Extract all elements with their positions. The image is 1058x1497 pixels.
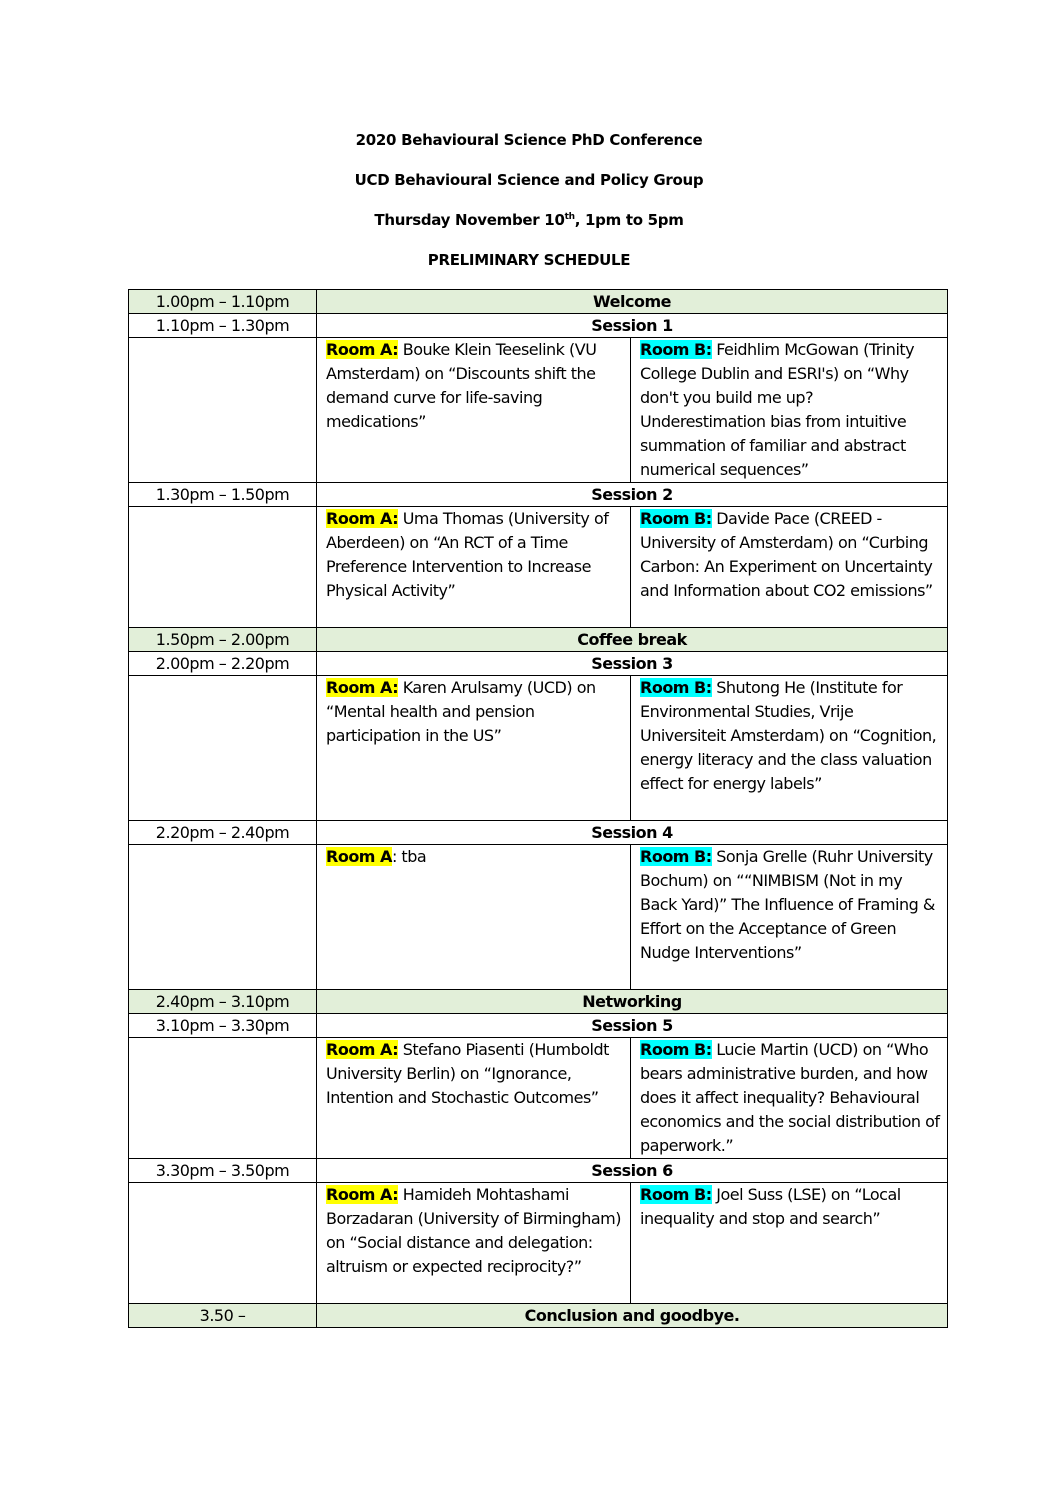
session-2-row <box>129 483 948 507</box>
closing-row <box>129 1304 948 1328</box>
room-a-talk <box>317 1183 631 1304</box>
talk-description: Feidhlim McGowan (Trinity College Dublin and ESRI's) on “Why don't you build me up? Underestimation bias from intuitive summation of familiar and abstract numerical sequences” <box>640 340 915 479</box>
welcome-row <box>129 290 948 314</box>
room-a-tag: Room A: <box>326 1185 399 1204</box>
room-b-talk <box>631 1038 948 1159</box>
session-label: Session 1 <box>317 314 948 338</box>
talk-description: Stefano Piasenti (Humboldt University Berlin) on “Ignorance, Intention and Stochastic Outcomes” <box>326 1040 609 1107</box>
room-a-talk <box>317 1038 631 1159</box>
session-5-row <box>129 1014 948 1038</box>
room-b-talk <box>631 676 948 821</box>
schedule-table <box>128 289 948 1328</box>
networking-row <box>129 990 948 1014</box>
session-1-talks <box>129 338 948 483</box>
time-cell: 2.00pm – 2.20pm <box>129 652 317 676</box>
time-cell: 1.00pm – 1.10pm <box>129 290 317 314</box>
room-b-tag: Room B: <box>640 340 712 359</box>
room-b-tag: Room B: <box>640 509 712 528</box>
talk-description: Joel Suss (LSE) on “Local inequality and stop and search” <box>640 1185 901 1228</box>
room-a-tag: Room A: <box>326 1040 399 1059</box>
time-cell: 1.30pm – 1.50pm <box>129 483 317 507</box>
session-5-talks <box>129 1038 948 1159</box>
time-cell: 2.20pm – 2.40pm <box>129 821 317 845</box>
time-cell: 3.30pm – 3.50pm <box>129 1159 317 1183</box>
talk-description: Karen Arulsamy (UCD) on “Mental health and pension participation in the US” <box>326 678 596 745</box>
session-label: Session 4 <box>317 821 948 845</box>
empty-time-cell <box>129 338 317 483</box>
room-a-talk <box>317 507 631 628</box>
slot-label: Conclusion and goodbye. <box>317 1304 948 1328</box>
empty-time-cell <box>129 1183 317 1304</box>
talk-description: Sonja Grelle (Ruhr University Bochum) on ““NIMBISM (Not in my Back Yard)” The Influence of Framing & Effort on the Acceptance of Green Nudge Interventions” <box>640 847 935 962</box>
session-3-talks <box>129 676 948 821</box>
room-b-talk <box>631 1183 948 1304</box>
empty-time-cell <box>129 676 317 821</box>
room-b-tag: Room B: <box>640 678 712 697</box>
time-cell: 3.50 – <box>129 1304 317 1328</box>
conference-date: Thursday November 10th, 1pm to 5pm <box>374 211 684 229</box>
talk-description: Davide Pace (CREED - University of Amsterdam) on “Curbing Carbon: An Experiment on Uncertainty and Information about CO2 emissions” <box>640 509 933 600</box>
time-cell: 1.50pm – 2.00pm <box>129 628 317 652</box>
empty-time-cell <box>129 845 317 990</box>
session-label: Session 5 <box>317 1014 948 1038</box>
room-a-tag: Room A: <box>326 678 399 697</box>
talk-description: Bouke Klein Teeselink (VU Amsterdam) on “Discounts shift the demand curve for life-saving medications” <box>326 340 597 431</box>
conference-title: 2020 Behavioural Science PhD Conference <box>355 131 703 149</box>
room-b-tag: Room B: <box>640 847 712 866</box>
room-b-tag: Room B: <box>640 1185 712 1204</box>
session-label: Session 2 <box>317 483 948 507</box>
room-a-tag: Room A: <box>326 509 399 528</box>
schedule-heading: PRELIMINARY SCHEDULE <box>427 251 631 269</box>
room-b-talk <box>631 338 948 483</box>
coffee-break-row <box>129 628 948 652</box>
talk-description: Shutong He (Institute for Environmental Studies, Vrije Universiteit Amsterdam) on “Cognition, energy literacy and the class valuation effect for energy labels” <box>640 678 937 793</box>
session-6-talks <box>129 1183 948 1304</box>
slot-label: Welcome <box>317 290 948 314</box>
time-cell: 3.10pm – 3.30pm <box>129 1014 317 1038</box>
session-1-row <box>129 314 948 338</box>
session-4-talks <box>129 845 948 990</box>
session-2-talks <box>129 507 948 628</box>
empty-time-cell <box>129 507 317 628</box>
time-cell: 2.40pm – 3.10pm <box>129 990 317 1014</box>
room-a-talk <box>317 845 631 990</box>
empty-time-cell <box>129 1038 317 1159</box>
room-b-talk <box>631 845 948 990</box>
session-4-row <box>129 821 948 845</box>
session-6-row <box>129 1159 948 1183</box>
room-a-talk <box>317 338 631 483</box>
talk-description: Lucie Martin (UCD) on “Who bears administrative burden, and how does it affect inequality? Behavioural economics and the social distribution of paperwork.” <box>640 1040 940 1155</box>
room-a-tag: Room A: <box>326 340 399 359</box>
session-label: Session 3 <box>317 652 948 676</box>
talk-description: Hamideh Mohtashami Borzadaran (University of Birmingham) on “Social distance and delegation: altruism or expected reciprocity?” <box>326 1185 621 1276</box>
room-a-tag: Room A <box>326 847 392 866</box>
group-name: UCD Behavioural Science and Policy Group <box>354 171 704 189</box>
session-label: Session 6 <box>317 1159 948 1183</box>
slot-label: Coffee break <box>317 628 948 652</box>
talk-description: Uma Thomas (University of Aberdeen) on “An RCT of a Time Preference Intervention to Increase Physical Activity” <box>326 509 609 600</box>
slot-label: Networking <box>317 990 948 1014</box>
time-cell: 1.10pm – 1.30pm <box>129 314 317 338</box>
room-a-talk <box>317 676 631 821</box>
room-b-talk <box>631 507 948 628</box>
room-b-tag: Room B: <box>640 1040 712 1059</box>
talk-description: : tba <box>391 847 427 866</box>
session-3-row <box>129 652 948 676</box>
